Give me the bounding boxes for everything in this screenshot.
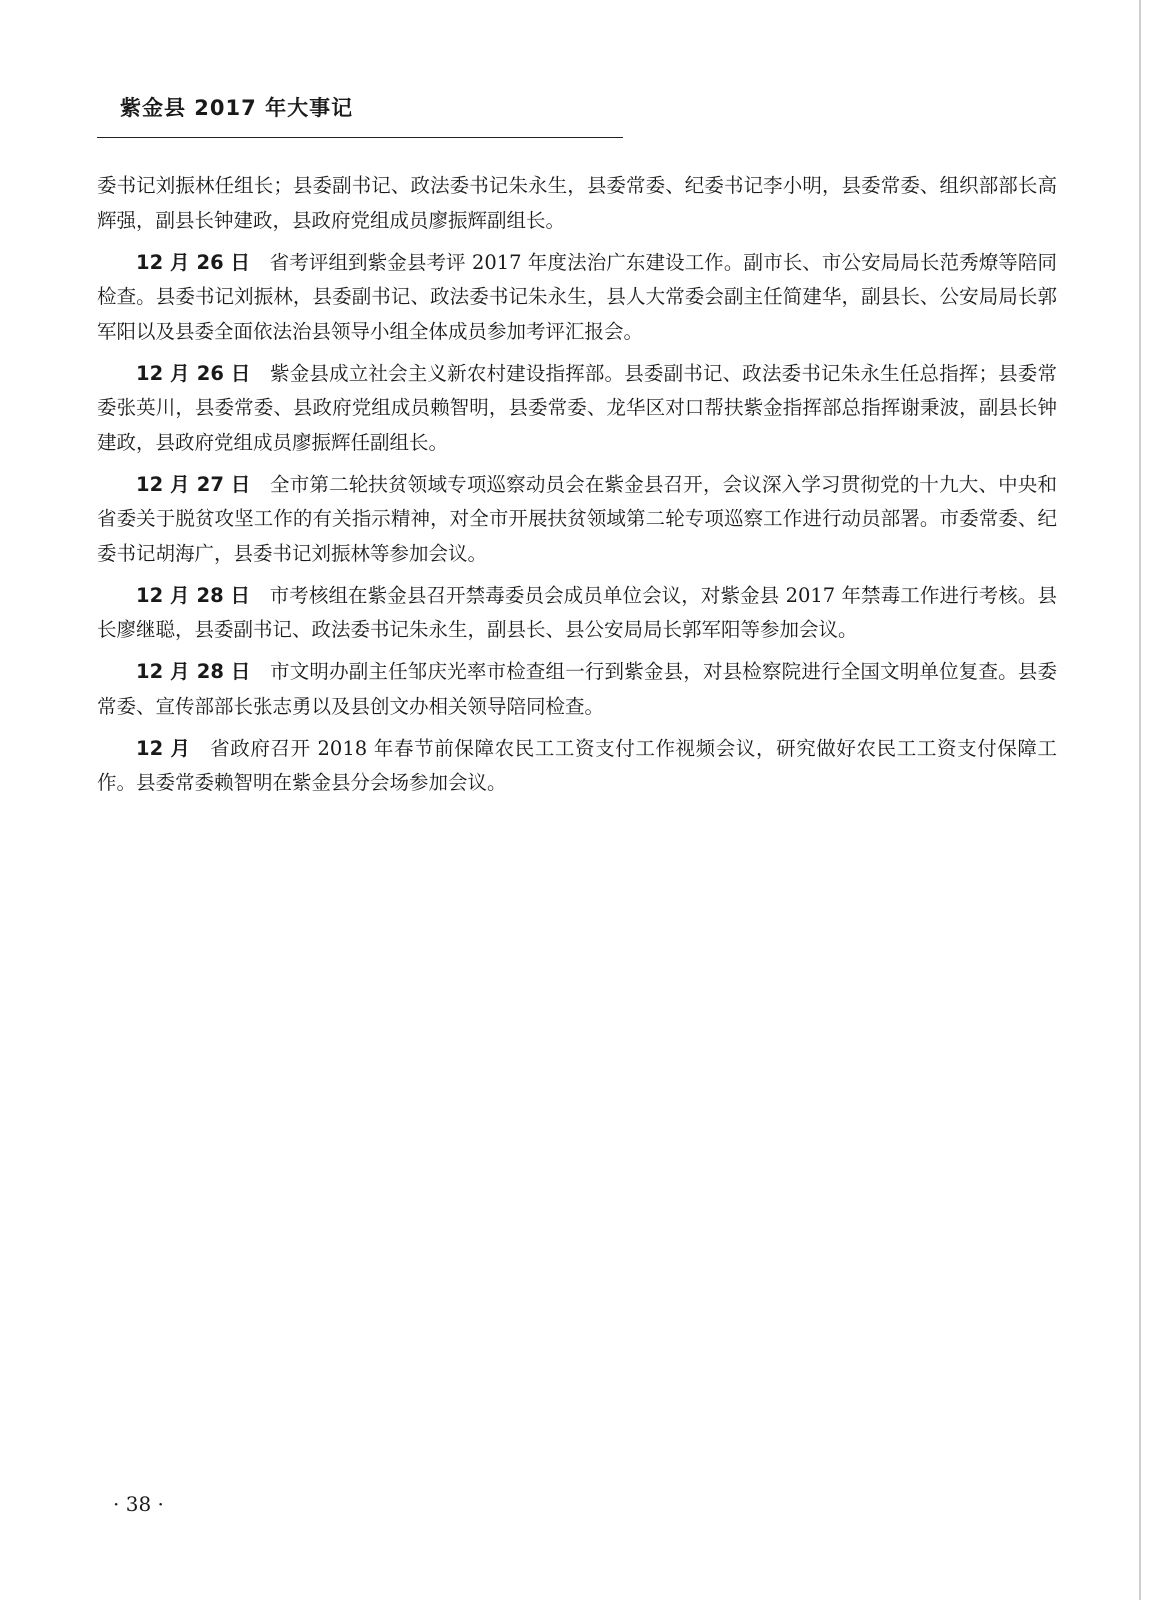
entry-text: 省考评组到紫金县考评 2017 年度法治广东建设工作。副市长、市公安局局长范秀燎等陪同检查。县委书记刘振林，县委副书记、政法委书记朱永生，县人大常委会副主任简建华，副县长、公安局局长郭军阳以及县委全面依法治县领导小组全体成员参加考评汇报会。 <box>97 250 1058 343</box>
entry-date: 12 月 26 日 <box>136 361 251 385</box>
chronicle-entry <box>97 169 1057 238</box>
entry-text: 省政府召开 2018 年春节前保障农民工工资支付工作视频会议，研究做好农民工工资支付保障工作。县委常委赖智明在紫金县分会场参加会议。 <box>97 736 1057 794</box>
chronicle-entry <box>97 732 1057 801</box>
running-header-title: 紫金县 2017 年大事记 <box>120 96 354 120</box>
chronicle-entry <box>97 655 1057 724</box>
entry-date: 12 月 26 日 <box>136 250 251 274</box>
chronicle-body <box>97 169 1057 808</box>
scan-edge-line <box>1139 0 1141 1600</box>
entry-date: 12 月 28 日 <box>136 583 251 607</box>
entry-text: 市文明办副主任邹庆光率市检查组一行到紫金县，对县检察院进行全国文明单位复查。县委常委、宣传部部长张志勇以及县创文办相关领导陪同检查。 <box>97 660 1057 718</box>
chronicle-entry <box>97 579 1057 648</box>
entry-text: 全市第二轮扶贫领域专项巡察动员会在紫金县召开，会议深入学习贯彻党的十九大、中央和省委关于脱贫攻坚工作的有关指示精神，对全市开展扶贫领域第二轮专项巡察工作进行动员部署。市委常委、纪委书记胡海广，县委书记刘振林等参加会议。 <box>97 472 1057 565</box>
page-number: · 38 · <box>113 1492 164 1516</box>
entry-date: 12 月 <box>136 736 191 760</box>
chronicle-entry <box>97 468 1057 572</box>
entry-date: 12 月 28 日 <box>136 660 251 683</box>
chronicle-entry <box>97 246 1057 350</box>
chronicle-entry <box>97 357 1057 461</box>
entry-date: 12 月 27 日 <box>136 472 251 496</box>
entry-text: 市考核组在紫金县召开禁毒委员会成员单位会议，对紫金县 2017 年禁毒工作进行考核。县长廖继聪，县委副书记、政法委书记朱永生，副县长、县公安局局长郭军阳等参加会议。 <box>97 583 1058 641</box>
entry-text: 委书记刘振林任组长；县委副书记、政法委书记朱永生，县委常委、纪委书记李小明，县委常委、组织部部长高辉强，副县长钟建政，县政府党组成员廖振辉副组长。 <box>97 174 1057 232</box>
header-rule <box>97 137 623 138</box>
entry-text: 紫金县成立社会主义新农村建设指挥部。县委副书记、政法委书记朱永生任总指挥；县委常委张英川，县委常委、县政府党组成员赖智明，县委常委、龙华区对口帮扶紫金指挥部总指挥谢秉波，副县长钟建政，县政府党组成员廖振辉任副组长。 <box>97 361 1057 454</box>
